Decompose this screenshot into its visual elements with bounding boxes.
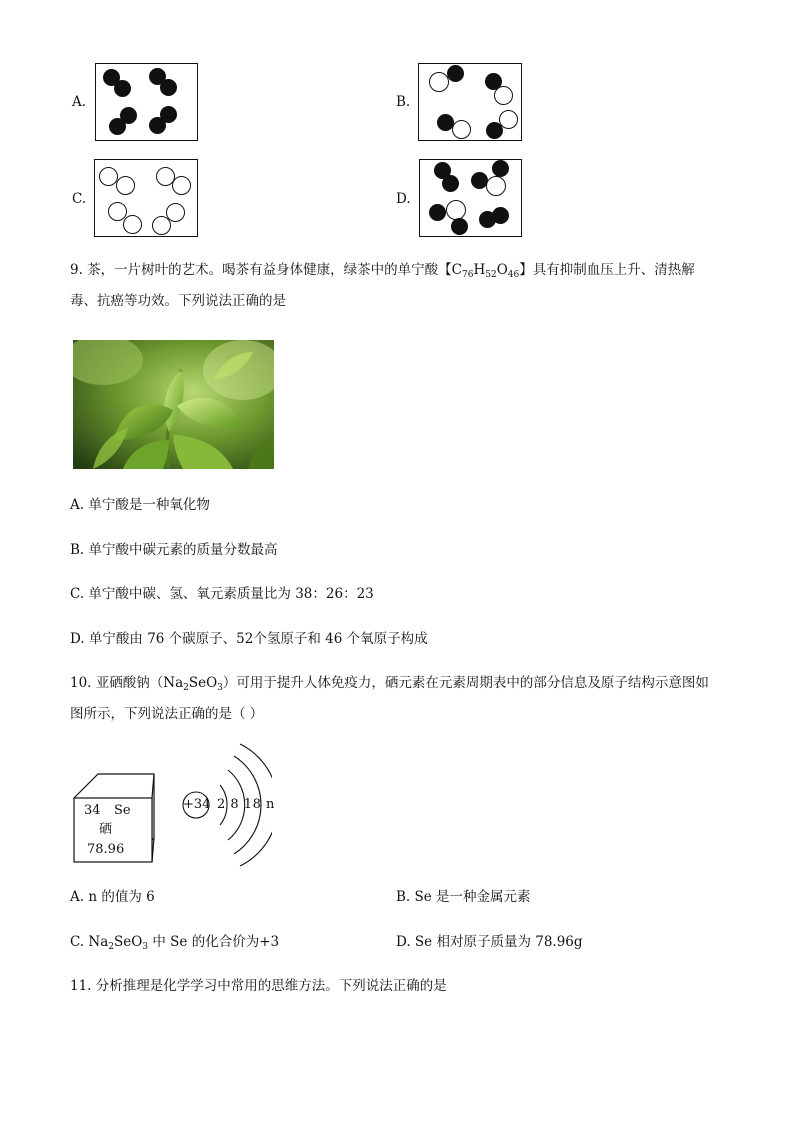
q9-stem-line2: 毒、抗癌等功效。下列说法正确的是	[70, 293, 286, 309]
white-atom	[499, 110, 518, 129]
white-atom	[452, 120, 471, 139]
white-atom	[152, 216, 171, 235]
nucleus-charge: +34	[183, 797, 211, 812]
black-atom	[429, 204, 446, 221]
white-atom	[494, 86, 513, 105]
white-atom	[446, 200, 466, 220]
q9-sub-carbon: 76	[462, 270, 474, 280]
q9-stem-suffix: 】具有抑制血压上升、清热解	[519, 262, 695, 278]
q9-sub-hydrogen: 52	[485, 270, 497, 280]
q10-option-d: D. Se 相对原子质量为 78.96g	[396, 934, 583, 950]
q10-sub-na: 2	[183, 683, 189, 693]
option-c-particle-box	[94, 159, 198, 237]
black-atom	[109, 118, 126, 135]
tea-leaves-photo	[73, 340, 274, 469]
tea-leaves-image	[73, 340, 274, 469]
q10-stem-line1	[70, 668, 709, 698]
q10-seo: SeO	[188, 675, 218, 691]
q9-stem-prefix: 9. 茶，一片树叶的艺术。喝茶有益身体健康，绿茶中的单宁酸【C	[70, 262, 463, 278]
white-atom	[123, 215, 142, 234]
q10-option-c	[70, 927, 279, 957]
q10-option-c-prefix: C. Na	[70, 934, 109, 950]
white-atom	[486, 176, 506, 196]
option-c-label: C.	[72, 191, 87, 207]
option-a-particle-box	[95, 63, 198, 141]
q10-stem-prefix: 10. 亚硒酸钠（Na	[70, 675, 184, 691]
option-d-label: D.	[396, 191, 411, 207]
q11-stem: 11. 分析推理是化学学习中常用的思维方法。下列说法正确的是	[70, 978, 447, 994]
black-atom	[492, 207, 509, 224]
q9-sub-oxygen: 46	[507, 270, 520, 280]
q10-option-b: B. Se 是一种金属元素	[396, 889, 531, 905]
q9-option-d: D. 单宁酸由 76 个碳原子、52个氢原子和 46 个氧原子构成	[70, 631, 428, 647]
q10-option-c-sub1: 2	[108, 942, 115, 952]
q9-h-symbol: H	[473, 262, 486, 278]
black-atom	[442, 175, 459, 192]
black-atom	[114, 80, 131, 97]
element-atomic-number: 34	[84, 803, 101, 818]
black-atom	[447, 65, 464, 82]
q9-o-symbol: O	[496, 262, 508, 278]
option-d-particle-box	[419, 159, 522, 237]
white-atom	[172, 176, 191, 195]
option-b-particle-box	[418, 63, 522, 141]
option-a-label: A.	[72, 94, 87, 110]
q9-option-c: C. 单宁酸中碳、氢、氧元素质量比为 38：26：23	[70, 586, 374, 602]
q10-stem-line2: 图所示，下列说法正确的是（ ）	[70, 706, 264, 722]
white-atom	[116, 176, 135, 195]
q10-option-c-suffix: 中 Se 的化合价为+3	[148, 934, 280, 950]
black-atom	[149, 117, 166, 134]
option-b-label: B.	[396, 94, 411, 110]
q9-option-b: B. 单宁酸中碳元素的质量分数最高	[70, 542, 278, 558]
q10-option-c-sub2: 3	[142, 942, 149, 952]
q10-option-c-mid: SeO	[114, 934, 143, 950]
black-atom	[160, 79, 177, 96]
element-atomic-mass: 78.96	[87, 842, 125, 857]
q10-stem-suffix: ）可用于提升人体免疫力，硒元素在元素周期表中的部分信息及原子结构示意图如	[222, 675, 709, 691]
white-atom	[429, 72, 449, 92]
black-atom	[492, 160, 509, 177]
electron-shells: 2 8 18 n	[217, 797, 275, 812]
q9-stem-line1	[70, 255, 695, 285]
q9-option-a: A. 单宁酸是一种氧化物	[70, 497, 210, 513]
element-name: 硒	[99, 822, 113, 837]
q10-sub-o: 3	[217, 683, 223, 693]
black-atom	[451, 218, 468, 235]
q10-option-a: A. n 的值为 6	[70, 889, 155, 905]
element-symbol: Se	[114, 803, 131, 818]
